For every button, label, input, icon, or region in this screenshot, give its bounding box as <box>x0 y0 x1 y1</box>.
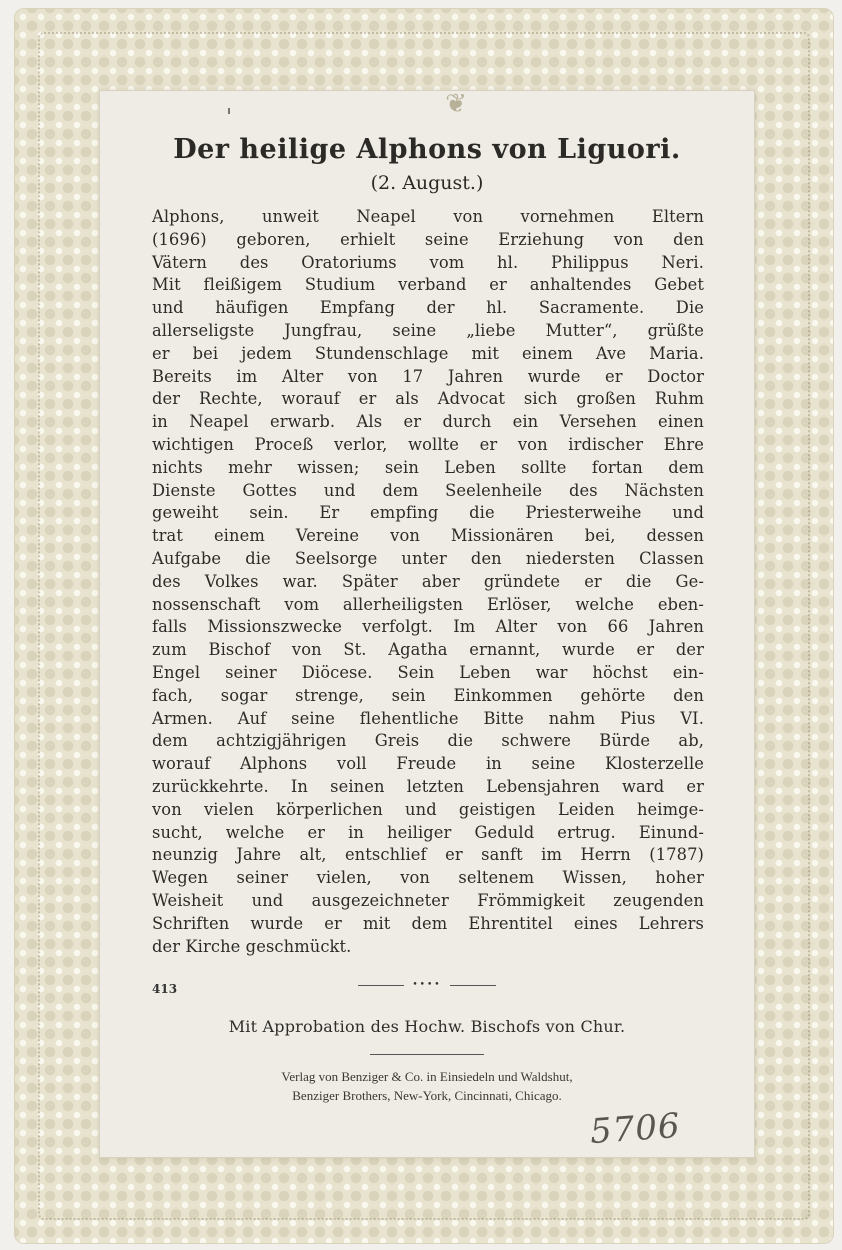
text-line: wichtigen Proceß verlor, wollte er von irdischer Ehre <box>152 434 704 454</box>
text-line: Bereits im Alter von 17 Jahren wurde er Doctor <box>152 366 704 386</box>
text-line: und häufigen Empfang der hl. Sacramente. Die <box>152 298 704 318</box>
text-line: trat einem Vereine von Missionären bei, dessen <box>152 526 704 546</box>
text-line: worauf Alphons voll Freude in seine Klosterzelle <box>152 754 704 774</box>
publisher-line: Verlag von Benziger & Co. in Einsiedeln und Waldshut, <box>281 1069 573 1084</box>
publisher-line: Benziger Brothers, New-York, Cincinnati, Chicago. <box>292 1088 562 1103</box>
handwritten-inventory-number: 5706 <box>588 1105 682 1153</box>
text-line: der Rechte, worauf er als Advocat sich großen Ruhm <box>152 389 704 409</box>
text-line: geweiht sein. Er empfing die Priesterweihe und <box>152 503 704 523</box>
text-line: Schriften wurde er mit dem Ehrentitel eines Lehrers <box>152 913 704 933</box>
feast-date: (2. August.) <box>370 172 484 194</box>
text-line: in Neapel erwarb. Als er durch ein Versehen einen <box>152 412 704 432</box>
ornament-icon: ❦ <box>445 89 467 119</box>
print-mark <box>228 108 230 114</box>
text-line: der Kirche geschmückt. <box>152 936 352 956</box>
text-line: Engel seiner Diöcese. Sein Leben war höchst ein- <box>152 662 704 682</box>
text-line: er bei jedem Stundenschlage mit einem Ave Maria. <box>152 343 704 363</box>
publisher-imprint <box>100 1067 754 1105</box>
text-line: allerseligste Jungfrau, seine „liebe Mutter“, grüßte <box>152 320 704 340</box>
divider-rule <box>370 1054 484 1055</box>
text-line: neunzig Jahre alt, entschlief er sanft im Herrn (1787) <box>152 845 704 865</box>
text-line: Wegen seiner vielen, von seltenem Wissen, hoher <box>152 868 704 888</box>
text-line: nichts mehr wissen; sein Leben sollte fortan dem <box>152 457 704 477</box>
page-title: Der heilige Alphons von Liguori. <box>173 134 681 165</box>
text-line: Dienste Gottes und dem Seelenheile des Nächsten <box>152 480 704 500</box>
text-line: des Volkes war. Später aber gründete er die Ge- <box>152 571 704 591</box>
text-line: falls Missionszwecke verfolgt. Im Alter von 66 Jahren <box>152 617 704 637</box>
text-line: Weisheit und ausgezeichneter Frömmigkeit zeugenden <box>152 890 704 910</box>
text-line: zurückkehrte. In seinen letzten Lebensjahren ward er <box>152 776 704 796</box>
text-line: dem achtzigjährigen Greis die schwere Bürde ab, <box>152 731 704 751</box>
text-line: Armen. Auf seine flehentliche Bitte nahm Pius VI. <box>152 708 704 728</box>
text-line: fach, sogar strenge, sein Einkommen gehörte den <box>152 685 704 705</box>
text-line: Vätern des Oratoriums vom hl. Philippus Neri. <box>152 252 704 272</box>
text-line: Aufgabe die Seelsorge unter den niedersten Classen <box>152 548 704 568</box>
approbation-note: Mit Approbation des Hochw. Bischofs von Chur. <box>228 1017 626 1036</box>
text-line: sucht, welche er in heiliger Geduld ertrug. Einund- <box>152 822 704 842</box>
text-line: von vielen körperlichen und geistigen Leiden heimge- <box>152 799 704 819</box>
text-line: nossenschaft vom allerheiligsten Erlöser, welche eben- <box>152 594 704 614</box>
page-number: 413 <box>152 982 178 996</box>
text-line: zum Bischof von St. Agatha ernannt, wurde er der <box>152 640 704 660</box>
biography-text <box>152 206 704 958</box>
text-line: Mit fleißigem Studium verband er anhaltendes Gebet <box>152 275 704 295</box>
text-line: Alphons, unweit Neapel von vornehmen Eltern <box>152 207 704 226</box>
divider-ornament: •••• <box>404 979 450 991</box>
text-line: (1696) geboren, erhielt seine Erziehung von den <box>152 229 704 249</box>
